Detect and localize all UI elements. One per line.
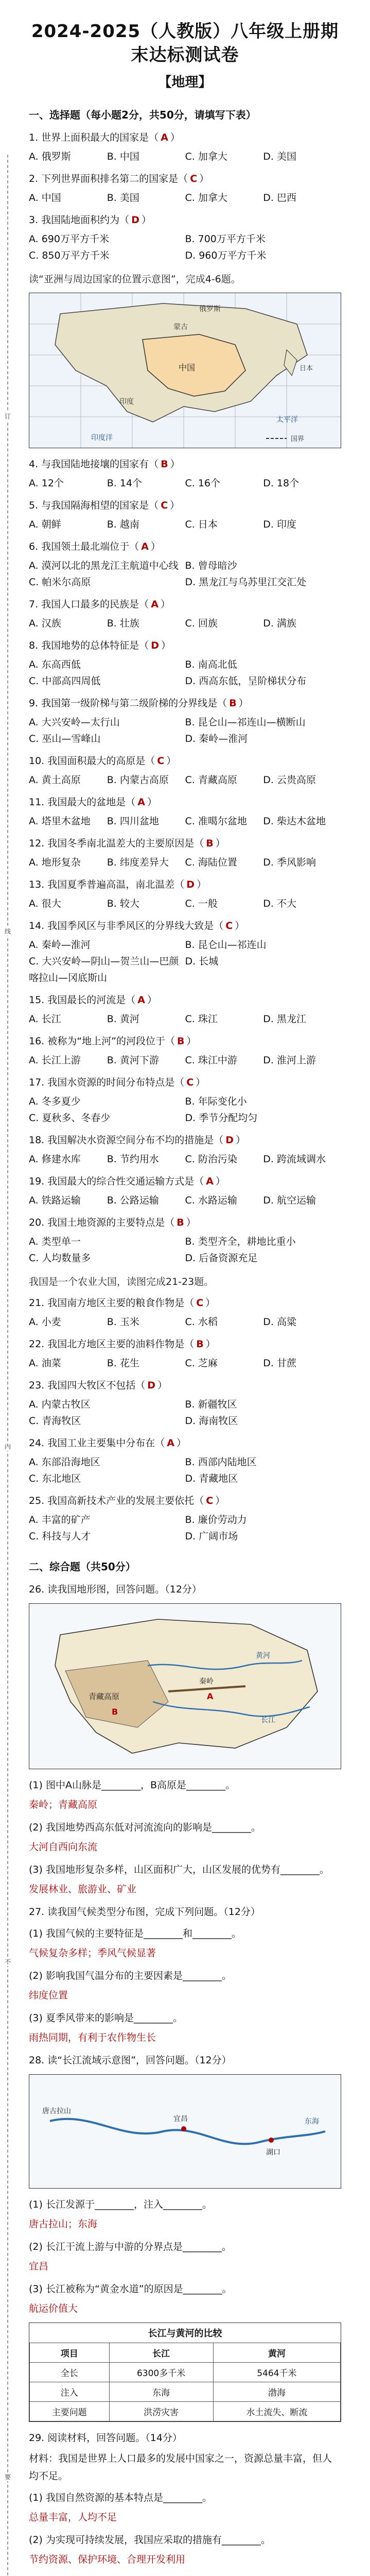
map-asia [29, 293, 341, 448]
option: C. 中部高四周低 [29, 675, 101, 687]
answer: A [151, 599, 158, 610]
option: A. 漠河以北的黑龙江主航道中心线 [29, 560, 179, 571]
option: A. 长江 [29, 1013, 61, 1025]
binding-label: 要 [4, 2473, 11, 2481]
answer: 发展林业、旅游业、矿业 [29, 1884, 137, 1895]
map-legend: 国界 [291, 435, 305, 443]
options [29, 937, 341, 986]
option: C. 水路运输 [185, 1195, 237, 1206]
table-cell: 渤海 [213, 2382, 340, 2402]
option: A. 大兴安岭—太行山 [29, 717, 120, 728]
option: C. 水稻 [185, 1316, 218, 1328]
question-29: 29. 阅读材料，回答问题。（14分） [29, 2432, 182, 2444]
question-27: 27. 读我国气候类型分布图，完成下列问题。（12分） [29, 1906, 260, 1918]
table-cell: 洪涝灾害 [109, 2402, 213, 2421]
option: A. 东高西低 [29, 659, 81, 670]
answer: D [151, 640, 159, 651]
option: B. 南高北低 [185, 659, 237, 670]
question-8: 8. 我国地势的总体特征是（ D ） [29, 640, 171, 651]
option: A. 长江上游 [29, 1055, 81, 1066]
option: D. 黑龙江与乌苏里江交汇处 [185, 577, 307, 588]
option: C. 珠江 [185, 1013, 218, 1025]
map-label: 日本 [299, 365, 313, 372]
question-24: 24. 我国工业主要集中分布在（ A ） [29, 1437, 187, 1449]
map-label: 黄河 [256, 1652, 270, 1660]
option: D. 秦岭—淮河 [185, 733, 248, 744]
option: B. 越南 [107, 519, 139, 530]
option: C. 夏秋多、冬春少 [29, 1112, 111, 1124]
question-group-intro: 读“亚洲与周边国家的位置示意图”，完成4-6题。 [29, 274, 241, 285]
option: A. 朝鲜 [29, 519, 61, 530]
option: D. 淮河上游 [263, 1055, 316, 1066]
question-7: 7. 我国人口最多的民族是（ A ） [29, 599, 170, 610]
options [29, 1314, 341, 1330]
answer: A [206, 1176, 214, 1187]
question-27-2: (2) 影响我国气温分布的主要因素是________。 [29, 1970, 232, 1981]
option: A. 黄土高原 [29, 774, 81, 786]
options [29, 895, 341, 912]
option: A. 东部沿海地区 [29, 1456, 100, 1468]
question-19: 19. 我国最大的综合性交通运输方式是（ A ） [29, 1176, 226, 1187]
question-12: 12. 我国冬季南北温差大的主要原因是（ B ） [29, 838, 225, 849]
option: D. 黑龙江 [263, 1013, 306, 1025]
options [29, 615, 341, 632]
question-27-1: (1) 我国气候的主要特征是________和________。 [29, 1928, 241, 1939]
option: B. 较大 [107, 898, 139, 909]
options [29, 1454, 341, 1487]
question-28: 28. 读“长江流域示意图”，回答问题。（12分） [29, 2055, 232, 2066]
options [29, 190, 341, 206]
question-3: 3. 我国陆地面积约为（ D ） [29, 214, 151, 226]
option: B. 类型齐全，耕地比重小 [185, 1236, 296, 1247]
option: C. 16个 [185, 478, 221, 489]
binding-label: 订 [4, 413, 11, 420]
option: B. 曾母暗沙 [185, 560, 237, 571]
option: B. 西部内陆地区 [185, 1456, 257, 1468]
option: D. 甘蔗 [263, 1358, 296, 1369]
option: D. 巴西 [263, 192, 296, 204]
map-label: 唐古拉山 [42, 2107, 71, 2115]
map-label: 俄罗斯 [199, 305, 221, 313]
option: A. 秦岭—淮河 [29, 939, 91, 951]
map-label: 宜昌 [173, 2115, 188, 2123]
answer: 气候复杂多样；季风气候显著 [29, 1947, 156, 1959]
option: A. 12个 [29, 478, 64, 489]
map-label: 秦岭 [199, 1677, 214, 1686]
option: A. 类型单一 [29, 1236, 81, 1247]
answer: B [177, 1036, 185, 1047]
option: C. 一般 [185, 898, 218, 909]
binding-line [7, 155, 9, 2576]
map-label: 湖口 [266, 2148, 280, 2157]
option: C. 珠江中游 [185, 1055, 237, 1066]
options [29, 1233, 341, 1266]
map-label: 长江 [261, 1716, 275, 1724]
question-20: 20. 我国土地资源的主要特点是（ B ） [29, 1217, 196, 1228]
option: D. 广阔市场 [185, 1531, 238, 1542]
map-label: 印度 [119, 398, 134, 406]
option: D. 青藏地区 [185, 1473, 238, 1484]
map-yangtze [29, 2074, 341, 2189]
question-28-2: (2) 长江干流上游与中游的分界点是________。 [29, 2241, 232, 2252]
option: A. 汉族 [29, 618, 61, 629]
question-18: 18. 我国解决水资源空间分布不均的措施是（ D ） [29, 1134, 246, 1146]
question-9: 9. 我国第一级阶梯与第二级阶梯的分界线是（ B ） [29, 698, 249, 709]
question-14: 14. 我国季风区与非季风区的分界线大致是（ C ） [29, 920, 245, 931]
option: A. 内蒙古牧区 [29, 1399, 91, 1410]
option: C. 东北地区 [29, 1473, 81, 1484]
question-26-3: (3) 我国地形复杂多样，山区面积广大，山区发展的优势有________。 [29, 1864, 329, 1875]
answer: C [190, 173, 198, 184]
answer: 大河自西向东流 [29, 1841, 98, 1853]
option: A. 地形复杂 [29, 857, 81, 868]
option: C. 芝麻 [185, 1358, 218, 1369]
option: B. 年际变化小 [185, 1096, 247, 1107]
option: B. 壮族 [107, 618, 139, 629]
question-27-3: (3) 夏季风带来的影响是________。 [29, 2012, 183, 2024]
map-label: 太平洋 [276, 416, 298, 424]
question-17: 17. 我国水资源的时间分布特点是（ C ） [29, 1077, 206, 1088]
option: A. 塔里木盆地 [29, 816, 91, 827]
question-15: 15. 我国最长的河流是（ A ） [29, 994, 157, 1006]
map-label: 蒙古 [173, 323, 188, 331]
option: A. 丰富的矿产 [29, 1514, 91, 1526]
option: D. 西高东低，呈阶梯状分布 [185, 675, 307, 687]
options [29, 557, 341, 590]
question-26: 26. 读我国地形图，回答问题。（12分） [29, 1584, 202, 1595]
answer: D [147, 1380, 156, 1391]
answer: 纬度位置 [29, 1990, 68, 2001]
question-23: 23. 我国四大牧区不包括（ D ） [29, 1380, 168, 1391]
option: A. 俄罗斯 [29, 151, 71, 162]
option: D. 印度 [263, 519, 296, 530]
option: B. 美国 [107, 192, 139, 204]
option: C. 青海牧区 [29, 1415, 81, 1427]
option: D. 满族 [263, 618, 296, 629]
options [29, 1512, 341, 1545]
options [29, 813, 341, 829]
answer: D [186, 879, 195, 890]
table-header: 黄河 [213, 2343, 340, 2363]
option: D. 960万平方千米 [185, 250, 267, 261]
answer: A [137, 994, 145, 1006]
option: D. 季风影响 [263, 857, 316, 868]
question-16: 16. 被称为“地上河”的河段位于（ B ） [29, 1036, 197, 1047]
section-title: 二、综合题（共50分） [29, 1561, 136, 1573]
answer: C [206, 1495, 214, 1506]
question-29-3 [29, 2573, 341, 2576]
option: D. 柴达木盆地 [263, 816, 326, 827]
option: C. 日本 [185, 519, 218, 530]
table-cell: 注入 [30, 2382, 110, 2402]
binding-label: 内 [4, 1443, 11, 1450]
table-caption: 长江与黄河的比较 [148, 2328, 222, 2339]
question-26-1: (1) 图中A山脉是________，B高原是________。 [29, 1780, 235, 1791]
option: C. 帕米尔高原 [29, 577, 91, 588]
options [29, 475, 341, 492]
option: C. 巫山—雪峰山 [29, 733, 101, 744]
question-2: 2. 下列世界面积排名第二的国家是（ C ） [29, 173, 209, 184]
option: B. 廉价劳动力 [185, 1514, 247, 1526]
table-cell: 6300多千米 [109, 2363, 213, 2382]
answer: C [225, 920, 233, 931]
options [29, 516, 341, 533]
map-label: B [112, 1707, 118, 1717]
option: C. 海陆位置 [185, 857, 237, 868]
option: B. 黄河下游 [107, 1055, 159, 1066]
question-group-intro: 我国是一个农业大国，读图完成21-23题。 [29, 1276, 214, 1287]
option: A. 油菜 [29, 1358, 61, 1369]
answer: D [131, 214, 139, 226]
table-cell: 主要问题 [30, 2402, 110, 2421]
option: B. 四川盆地 [107, 816, 159, 827]
option: B. 黄河 [107, 1013, 139, 1025]
option: B. 节约用水 [107, 1154, 159, 1165]
option: B. 昆仑山—祁连山—横断山 [185, 717, 306, 728]
options [29, 854, 341, 871]
binding-label: 不 [4, 1958, 11, 1965]
map-asia-svg [29, 293, 341, 448]
answer: 雨热同期，有利于农作物生长 [29, 2032, 156, 2043]
table-header: 长江 [109, 2343, 213, 2363]
question-26-2: (2) 我国地势西高东低对河流流向的影响是________。 [29, 1822, 261, 1833]
answer: 宜昌 [29, 2261, 49, 2272]
option: C. 准噶尔盆地 [185, 816, 247, 827]
question-1: 1. 世界上面积最大的国家是（ A ） [29, 132, 180, 143]
option: A. 修建水库 [29, 1154, 81, 1165]
options [29, 772, 341, 788]
question-25: 25. 我国高新技术产业的发展主要依托（ C ） [29, 1495, 225, 1506]
answer: D [225, 1134, 234, 1146]
table-header: 项目 [30, 2343, 110, 2363]
option: A. 小麦 [29, 1316, 61, 1328]
table-row [30, 2402, 341, 2421]
table-row [30, 2363, 341, 2382]
section-title: 一、选择题（每小题2分，共50分，请填写下表） [29, 109, 256, 121]
option: B. 中国 [107, 151, 139, 162]
option: D. 航空运输 [263, 1195, 316, 1206]
option: D. 云贵高原 [263, 774, 316, 786]
option: B. 新疆牧区 [185, 1399, 237, 1410]
option: C. 青藏高原 [185, 774, 237, 786]
option: C. 回族 [185, 618, 218, 629]
question-13: 13. 我国夏季普遍高温，南北温差（ D ） [29, 879, 207, 890]
map-label: 中国 [179, 363, 196, 372]
option: C. 人均数量多 [29, 1252, 91, 1264]
question-28-3: (3) 长江被称为“黄金水道”的原因是________。 [29, 2283, 232, 2295]
options [29, 1011, 341, 1027]
question-29-2: (2) 为实现可持续发展，我国应采取的措施有________。 [29, 2534, 271, 2546]
answer: B [161, 459, 168, 470]
option: D. 高粱 [263, 1316, 296, 1328]
options [29, 714, 341, 747]
option: B. 纬度差异大 [107, 857, 169, 868]
binding-label: 线 [4, 928, 11, 935]
question-11: 11. 我国最大的盆地是（ A ） [29, 796, 157, 808]
map-terrain [29, 1603, 341, 1769]
table-cell: 东海 [109, 2382, 213, 2402]
question-28-1: (1) 长江发源于________，注入________。 [29, 2199, 212, 2210]
question-4: 4. 与我国陆地接壤的国家有（ B ） [29, 459, 180, 470]
option: D. 跨流域调水 [263, 1154, 326, 1165]
answer: B [229, 698, 237, 709]
options [29, 1093, 341, 1126]
map-label: 印度洋 [91, 434, 113, 442]
answer: B [206, 838, 214, 849]
answer: A [141, 541, 149, 552]
option: B. 内蒙古高原 [107, 774, 169, 786]
question-10: 10. 我国面积最大的高原是（ C ） [29, 755, 177, 767]
option: D. 季节分配均匀 [185, 1112, 258, 1124]
option: B. 花生 [107, 1358, 139, 1369]
table-row [30, 2382, 341, 2402]
option: A. 690万平方千米 [29, 233, 110, 245]
option: D. 美国 [263, 151, 296, 162]
options [29, 656, 341, 689]
option: B. 公路运输 [107, 1195, 159, 1206]
table-cell: 全长 [30, 2363, 110, 2382]
answer: 秦岭；青藏高原 [29, 1799, 98, 1810]
option: A. 铁路运输 [29, 1195, 81, 1206]
answer: 唐古拉山；东海 [29, 2218, 98, 2230]
options [29, 1052, 341, 1069]
options [29, 1192, 341, 1209]
option: D. 18个 [263, 478, 299, 489]
option: C. 防治污染 [185, 1154, 237, 1165]
question-5: 5. 与我国隔海相望的国家是（ C ） [29, 500, 180, 511]
option: B. 昆仑山—祁连山 [185, 939, 267, 951]
options [29, 1151, 341, 1167]
options [29, 1396, 341, 1429]
option: C. 加拿大 [185, 192, 227, 204]
document-subject: 【地理】 [158, 75, 212, 90]
option: D. 后备资源充足 [185, 1252, 258, 1264]
answer: A [161, 132, 168, 143]
table-cell: 水土流失、断流 [213, 2402, 340, 2421]
answer: B [196, 1338, 204, 1350]
option: D. 海南牧区 [185, 1415, 238, 1427]
answer: C [196, 1297, 204, 1309]
document-title: 2024-2025（人教版）八年级上册期末达标测试卷 [31, 21, 339, 65]
comparison-table [29, 2323, 341, 2422]
answer: C [161, 500, 168, 511]
map-label: A [207, 1691, 214, 1701]
answer: 总量丰富，人均不足 [29, 2512, 117, 2523]
options [29, 148, 341, 165]
option: B. 玉米 [107, 1316, 139, 1328]
options [29, 1355, 341, 1371]
question-6: 6. 我国领土最北端位于（ A ） [29, 541, 161, 552]
map-terrain-svg [29, 1604, 341, 1769]
option: C. 加拿大 [185, 151, 227, 162]
option: B. 700万平方千米 [185, 233, 266, 245]
option: C. 科技与人才 [29, 1531, 91, 1542]
option: A. 很大 [29, 898, 61, 909]
option: D. 长城 [185, 956, 219, 967]
options [29, 231, 341, 264]
question-21: 21. 我国南方地区主要的粮食作物是（ C ） [29, 1297, 216, 1309]
table-cell: 5464千米 [213, 2363, 340, 2382]
answer: B [177, 1217, 184, 1228]
option: D. 不大 [263, 898, 296, 909]
answer: A [167, 1437, 174, 1449]
answer: C [157, 755, 165, 767]
question-29-1: (1) 我国自然资源的基本特点是________。 [29, 2492, 212, 2503]
option: C. 大兴安岭—阴山—贺兰山—巴颜喀拉山—冈底斯山 [29, 956, 179, 984]
option: B. 14个 [107, 478, 143, 489]
question-22: 22. 我国北方地区主要的油料作物是（ B ） [29, 1338, 216, 1350]
map-label: 东海 [305, 2117, 319, 2126]
option: A. 冬多夏少 [29, 1096, 81, 1107]
map-label: 青藏高原 [89, 1692, 120, 1701]
answer: 航运价值大 [29, 2303, 78, 2314]
option: A. 中国 [29, 192, 61, 204]
map-yangtze-svg [29, 2075, 341, 2188]
material-text: 材料：我国是世界上人口最多的发展中国家之一，资源总量丰富，但人均不足。 [29, 2453, 332, 2482]
answer: C [186, 1077, 194, 1088]
answer: 节约资源、保护环境、合理开发利用 [29, 2554, 186, 2565]
answer: A [137, 796, 145, 808]
option: C. 850万平方千米 [29, 250, 110, 261]
